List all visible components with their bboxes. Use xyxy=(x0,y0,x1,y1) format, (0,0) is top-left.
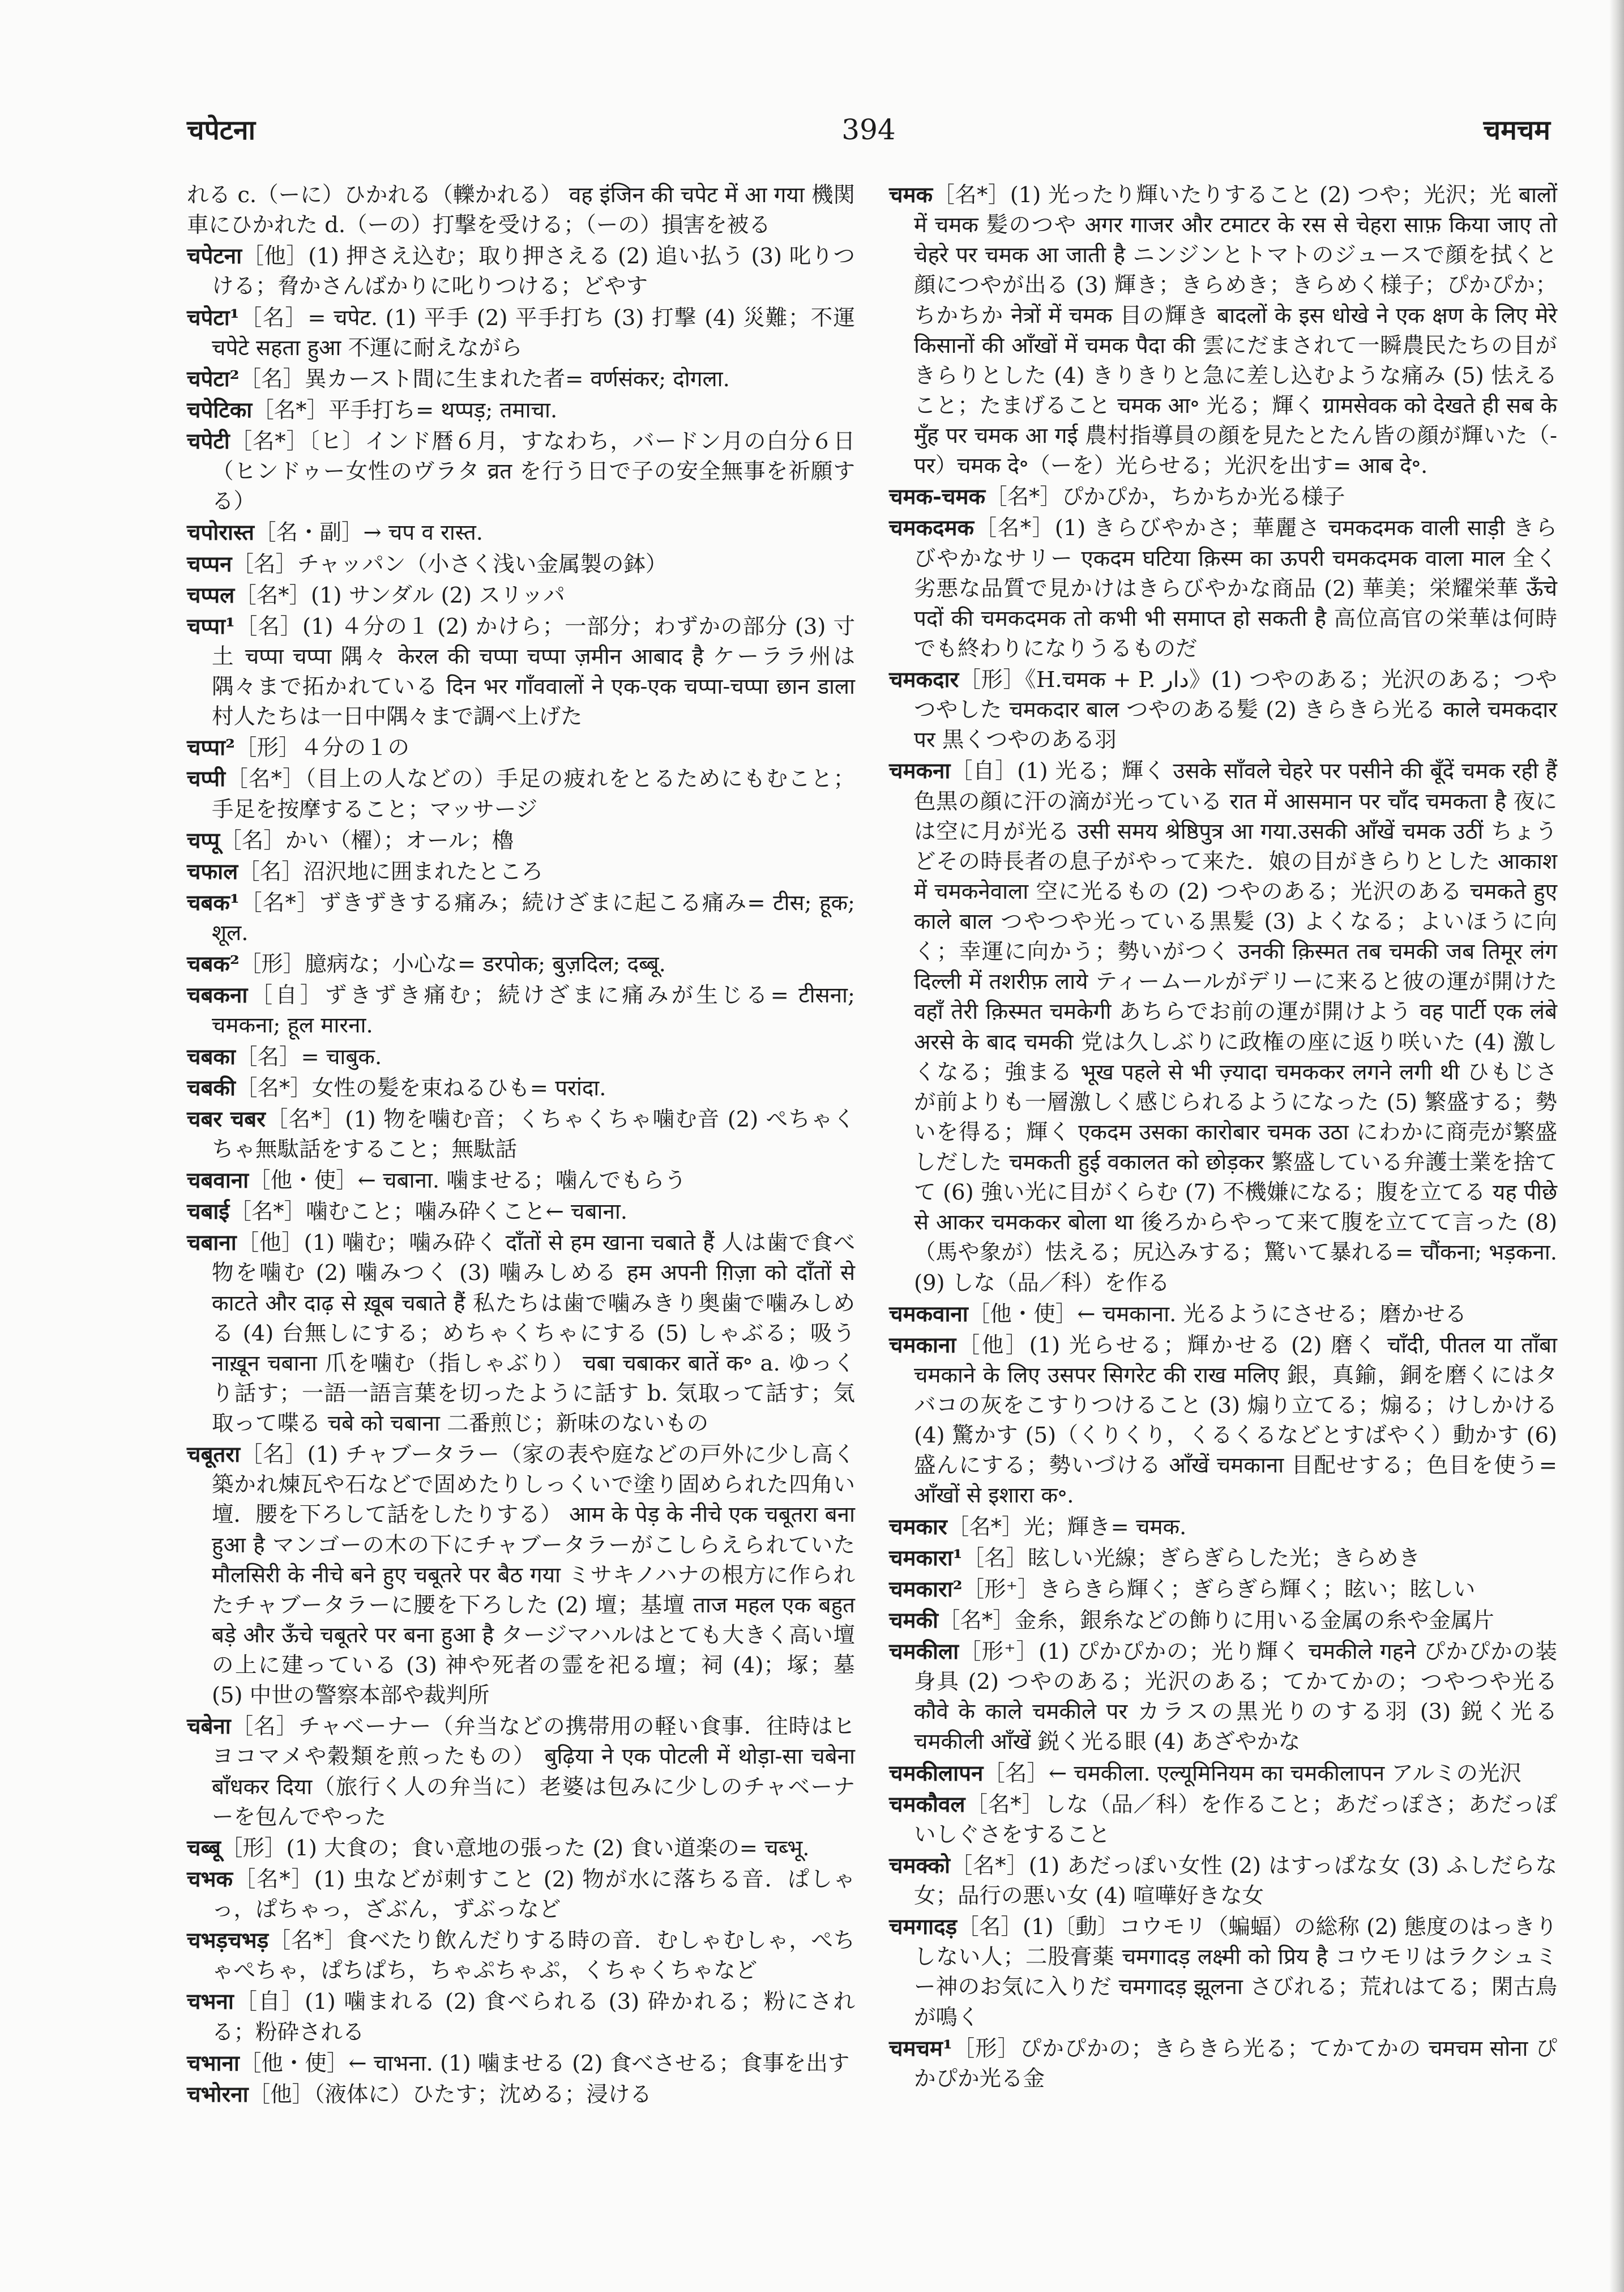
entry-definition: ［名*］ぴかぴか，ちかちか光る様子 xyxy=(985,484,1345,510)
entry-headword: चमचम¹ xyxy=(889,2035,952,2061)
running-head-left: चपेटना xyxy=(187,114,256,146)
entry-headword: चप्पी xyxy=(187,766,226,792)
entry-definition: れる c.（ーに）ひかれる（轢かれる） वह इंजिन की चपेट में आ गया 機関車にひかれた d.（ーの）打撃を受ける；（ーの）損害を被る xyxy=(187,182,855,238)
dictionary-entry xyxy=(187,241,855,301)
entry-definition: ［他・使］← चबाना. 噛ませる；噛んでもらう xyxy=(249,1168,686,1193)
entry-definition: ［他・使］← चाभना. (1) 噛ませる (2) 食べさせる；食事を出す xyxy=(239,2050,850,2076)
dictionary-entry xyxy=(187,612,855,732)
entry-headword: चमकदमक xyxy=(889,515,975,541)
entry-definition: ［名*］平手打ち= थप्पड़; तमाचा. xyxy=(252,397,558,423)
dictionary-entry xyxy=(187,1926,855,1986)
dictionary-entry xyxy=(187,364,855,394)
entry-headword: चभड़चभड़ xyxy=(187,1928,269,1954)
entry-headword: चपोरास्त xyxy=(187,520,254,546)
entry-definition: ［形］４分の１の xyxy=(235,735,410,761)
dictionary-entry xyxy=(889,1912,1557,2033)
entry-definition: ［名*］食べたり飲んだりする時の音．むしゃむしゃ，ぺちゃぺちゃ，ぱちぱち，ちゃぷちゃぷ，くちゃくちゃなど xyxy=(212,1928,855,1984)
page-header xyxy=(187,111,1550,162)
entry-definition: ［名*］女性の髪を束ねるひも= परांदा. xyxy=(235,1075,606,1101)
entry-definition: ［名］(1) ４分の１ (2) かけら；一部分；わずかの部分 (3) 寸土 चप्पा चप्पा 隅々 केरल की चप्पा चप्पा ज़मीन आबाद है ケーララ州は隅々まで拓かれている दिन भर गाँववालों ने एक-एक चप्पा-चप्पा छान डाला 村人たちは一日中隅々まで調べ上げた xyxy=(212,613,855,730)
entry-headword: चमगादड़ xyxy=(889,1914,958,1940)
dictionary-entry xyxy=(889,1637,1557,1757)
dictionary-entry xyxy=(187,764,855,824)
entry-definition: ［名*］(1) 光ったり輝いたりすること (2) つや；光沢；光 बालों में चमक 髪のつや अगर गाजर और टमाटर के रस से चेहरा साफ़ किया जाए तो चेहरे पर चमक आ जाती है ニンジンとトマトのジュースで顔を拭くと顔につやが出る (3) 輝き；きらめき；きらめく様子；ぴかぴか；ちかちか नेत्रों में चमक 目の輝き बादलों के इस धोखे ने एक क्षण के लिए मेरे किसानों की आँखों में चमक पैदा की 雲にだまされて一瞬農民たちの目がきらりとした (4) きりきりと急に差し込むような痛み (5) 怯えること；たまげること चमक आ॰ 光る；輝く ग्रामसेवक को देखते ही सब के मुँह पर चमक आ गई 農村指導員の顔を見たとたん皆の顔が輝いた（-पर）चमक दे॰（ーを）光らせる；光沢を出す= आब दे॰. xyxy=(914,182,1557,479)
entry-headword: चभना xyxy=(187,1989,234,2015)
entry-headword: चमकी xyxy=(889,1607,939,1633)
entry-definition: ［形］《H.चमक + P. دار》(1) つやのある；光沢のある；つやつやした चमकदार बाल つやのある髪 (2) きらきら光る काले चमकदार पर 黒くつやのある羽 xyxy=(914,667,1557,753)
entry-headword: चभाना xyxy=(187,2050,240,2076)
entry-definition: ［形］臆病な；小心な= डरपोक; बुज़दिल; दब्बू. xyxy=(239,951,666,978)
dictionary-entry xyxy=(889,665,1557,755)
left-column xyxy=(187,180,855,2111)
entry-headword: चब्बू xyxy=(187,1835,221,1861)
entry-headword: चबक¹ xyxy=(187,890,240,916)
entry-headword: चमकवाना xyxy=(889,1301,968,1327)
entry-headword: चबाना xyxy=(187,1230,237,1256)
entry-headword: चमकाना xyxy=(889,1332,956,1358)
dictionary-entry xyxy=(889,1851,1557,1911)
dictionary-entry xyxy=(187,1440,855,1710)
entry-definition: ［名*］(1) 物を噛む音；くちゃくちゃ噛む音 (2) ぺちゃくちゃ無駄話をすること；無駄話 xyxy=(212,1106,855,1162)
entry-definition: ［名］異カースト間に生まれた者= वर्णसंकर; दोगला. xyxy=(239,366,730,392)
entry-definition: ［名・副］→ चप व रास्त. xyxy=(254,520,484,546)
entry-headword: चपेटा² xyxy=(187,366,240,392)
dictionary-entry xyxy=(187,2080,855,2110)
dictionary-entry xyxy=(187,733,855,763)
entry-definition: ［名］かい（櫂）；オール；櫓 xyxy=(220,827,514,853)
entry-headword: चमकीला xyxy=(889,1639,959,1664)
entry-headword: चमक्को xyxy=(889,1853,950,1879)
entry-definition: ［名*］（目上の人などの）手足の疲れをとるためにもむこと；手足を按摩すること；マッサージ xyxy=(212,766,855,822)
entry-headword: चमकदार xyxy=(889,667,959,693)
dictionary-entry xyxy=(187,1864,855,1924)
entry-headword: चफाल xyxy=(187,859,238,885)
entry-definition: ［名］= चपेट. (1) 平手 (2) 平手打ち (3) 打撃 (4) 災難；不運 चपेटे सहता हुआ 不運に耐えながら xyxy=(212,305,855,361)
entry-headword: चमकारा² xyxy=(889,1576,963,1602)
entry-definition: ［名］チャベーナー（弁当などの携帯用の軽い食事．往時はヒヨコマメや穀類を煎ったもの） बुढ़िया ने एक पोटली में थोड़ा-सा चबेना बाँधकर दिया（旅行く人の弁当に）老婆は包みに少しのチャベーナーを包んでやった xyxy=(212,1714,855,1830)
dictionary-entry xyxy=(187,426,855,517)
dictionary-entry xyxy=(889,1330,1557,1511)
entry-definition: ［名*］ずきずきする痛み；続けざまに起こる痛み= टीस; हूक; शूल. xyxy=(212,890,855,946)
entry-definition: ［自］(1) 光る；輝く उसके साँवले चेहरे पर पसीने की बूँदें चमक रही हैं 色黒の顔に汗の滴が光っている रात में आसमान पर चाँद चमकता है 夜には空に月が光る उसी समय श्रेष्ठिपुत्र आ गया.उसकी आँखें चमक उठीं ちょうどその時長者の息子がやって来た．娘の目がきらりとした आकाश में चमकनेवाला 空に光るもの (2) つやのある；光沢のある चमकते हुए काले बाल つやつや光っている黒髪 (3) よくなる；よいほうに向く；幸運に向かう；勢いがつく उनकी क़िस्मत तब चमकी जब तिमूर लंग दिल्ली में तशरीफ़ लाये ティームールがデリーに来ると彼の運が開けた वहाँ तेरी क़िस्मत चमकेगी あちらでお前の運が開けよう वह पार्टी एक लंबे अरसे के बाद चमकी 党は久しぶりに政権の座に返り咲いた (4) 激しくなる；強まる भूख पहले से भी ज़्यादा चमककर लगने लगी थी ひもじさが前よりも一層激しく感じられるようになった (5) 繁盛する；勢いを得る；輝く एकदम उसका कारोबार चमक उठा にわかに商売が繁盛しだした चमकती हुई वकालत को छोड़कर 繁盛している弁護士業を捨てて (6) 強い光に目がくらむ (7) 不機嫌になる；腹を立てる यह पीछे से आकर चमककर बोला था 後ろからやって来て腹を立てて言った (8)（馬や象が）怯える；尻込みする；驚いて暴れる= चौंकना; भड़कना. (9) しな（品／科）を作る xyxy=(914,758,1557,1296)
dictionary-entry xyxy=(187,1166,855,1196)
entry-headword: चपेटना xyxy=(187,244,242,270)
entry-headword: चमक-चमक xyxy=(889,484,986,510)
dictionary-entry xyxy=(187,826,855,856)
entry-headword: चपेटा¹ xyxy=(187,305,240,331)
dictionary-entry xyxy=(187,581,855,611)
entry-headword: चमकना xyxy=(889,758,951,784)
entry-headword: चमकारा¹ xyxy=(889,1545,963,1571)
entry-definition: ［自］ずきずき痛む；続けざまに痛みが生じる= टीसना; चमकना; हूल मारना. xyxy=(212,983,855,1039)
entry-headword: चप्पन xyxy=(187,551,232,577)
entry-definition: ［名*］噛むこと；噛み砕くこと← चबाना. xyxy=(229,1199,628,1225)
entry-definition: ［名］← चमकीला. एल्यूमिनियम का चमकीलापन アルミの光沢 xyxy=(983,1760,1522,1786)
dictionary-entry xyxy=(889,1759,1557,1789)
dictionary-entry xyxy=(187,1711,855,1832)
entry-definition: ［形⁺］きらきら輝く；ぎらぎら輝く；眩い；眩しい xyxy=(962,1576,1476,1602)
entry-headword: चबकना xyxy=(187,983,248,1009)
entry-definition: ［名*］金糸，銀糸などの飾りに用いる金属の糸や金属片 xyxy=(938,1607,1494,1633)
entry-definition: ［名］沼沢地に囲まれたところ xyxy=(238,859,544,885)
dictionary-entry xyxy=(889,482,1557,512)
entry-headword: चमकौवल xyxy=(889,1791,965,1817)
entry-headword: चबर चबर xyxy=(187,1106,266,1132)
dictionary-entry xyxy=(187,518,855,548)
dictionary-entry xyxy=(889,1299,1557,1329)
dictionary-entry xyxy=(187,888,855,948)
dictionary-entry xyxy=(889,1790,1557,1850)
entry-headword: चबका xyxy=(187,1044,236,1070)
entry-definition: ［名］= चाबुक. xyxy=(235,1044,382,1070)
entry-definition: ［名］(1) チャブータラー（家の表や庭などの戸外に少し高く築かれ煉瓦や石などで固めたりしっくいで塗り固められた四角い壇．腰を下ろして話をしたりする） आम के पेड़ के नीचे एक चबूतरा बना हुआ है マンゴーの木の下にチャブータラーがこしらえられていた मौलसिरी के नीचे बने हुए चबूतरे पर बैठ गया ミサキノハナの根方に作られたチャブータラーに腰を下ろした (2) 壇；基壇 ताज महल एक बहुत बड़े और ऊँचे चबूतरे पर बना हुआ है タージマハルはとても大きく高い壇の上に建っている (3) 神や死者の霊を祀る壇；祠 (4)；塚；墓 (5) 中世の警察本部や裁判所 xyxy=(212,1442,855,1709)
dictionary-entry xyxy=(187,549,855,579)
dictionary-entry xyxy=(187,1833,855,1863)
entry-definition: ［名*］光；輝き= चमक. xyxy=(947,1514,1187,1540)
entry-definition: ［他］(1) 噛む；噛み砕く दाँतों से हम खाना चबाते हैं 人は歯で食べ物を噛む (2) 噛みつく (3) 噛みしめる हम अपनी ग़िज़ा को दाँतों से काटते और दाढ़ से ख़ूब चबाते हैं 私たちは歯で噛みきり奥歯で噛みしめる (4) 台無しにする；めちゃくちゃにする (5) しゃぶる；吸う नाख़ून चबाना 爪を噛む（指しゃぶり） चबा चबाकर बातें क॰ a. ゆっくり話す；一語一語言葉を切ったように話す b. 気取って話す；気取って喋る चबे को चबाना 二番煎じ；新味のないもの xyxy=(212,1230,855,1436)
dictionary-entry xyxy=(187,303,855,363)
entry-definition: ［他］（液体に）ひたす；沈める；浸ける xyxy=(248,2081,652,2107)
entry-headword: चमकीलापन xyxy=(889,1760,984,1786)
entry-headword: चपेटिका xyxy=(187,397,253,423)
entry-headword: चभक xyxy=(187,1866,233,1892)
entry-headword: चप्पल xyxy=(187,582,235,608)
right-column xyxy=(889,180,1557,2095)
entry-headword: चप्पा² xyxy=(187,735,236,761)
dictionary-entry xyxy=(187,180,855,240)
dictionary-entry xyxy=(889,756,1557,1297)
dictionary-entry xyxy=(187,1197,855,1227)
page-number: 394 xyxy=(841,113,896,146)
running-head-right: चमचम xyxy=(1483,114,1550,146)
entry-definition: ［名］眩しい光線；ぎらぎらした光；きらめき xyxy=(962,1545,1421,1571)
entry-definition: ［他］(1) 光らせる；輝かせる (2) 磨く चाँदी, पीतल या ताँबा चमकाने के लिए उसपर सिगरेट की राख मलिए 銀，真鍮，銅を磨くにはタバコの灰をこすりつけること (3) 煽り立てる；煽る；けしかける (4) 驚かす (5)（くりくり，くるくるなどとすばやく）動かす (6) 盛んにする；勢いづける आँखें चमकाना 目配せする；色目を使う= आँखों से इशारा क॰. xyxy=(914,1332,1557,1509)
dictionary-entry xyxy=(187,949,855,979)
dictionary-entry xyxy=(889,1574,1557,1604)
entry-definition: ［名*］(1) 虫などが刺すこと (2) 物が水に落ちる音．ぱしゃっ，ぱちゃっ，ざぶん，ずぶっなど xyxy=(212,1866,855,1922)
entry-definition: ［形⁺］(1) ぴかぴかの；光り輝く चमकीले गहने ぴかぴかの装身具 (2) つやのある；光沢のある；てかてかの；つやつや光る कौवे के काले चमकीले पर カラスの黒光りのする羽 (3) 鋭く光る चमकीली आँखें 鋭く光る眼 (4) あざやかな xyxy=(914,1639,1557,1755)
page-edge-shadow xyxy=(1609,0,1624,2292)
entry-headword: चबेना xyxy=(187,1714,231,1740)
entry-headword: चपेटी xyxy=(187,429,230,454)
dictionary-entry xyxy=(187,857,855,887)
entry-headword: चप्पू xyxy=(187,827,220,853)
entry-headword: चबाई xyxy=(187,1199,230,1225)
entry-headword: चबक² xyxy=(187,951,240,978)
dictionary-entry xyxy=(889,1543,1557,1573)
dictionary-entry xyxy=(187,2048,855,2078)
entry-headword: चबवाना xyxy=(187,1168,249,1193)
entry-definition: ［他・使］← चमकाना. 光るようにさせる；磨かせる xyxy=(968,1301,1467,1327)
entry-definition: ［名*］(1) あだっぽい女性 (2) はすっぱな女 (3) ふしだらな女；品行の悪い女 (4) 喧嘩好きな女 xyxy=(914,1853,1557,1909)
entry-headword: चबकी xyxy=(187,1075,236,1101)
dictionary-entry xyxy=(187,1042,855,1072)
entry-definition: ［名］(1)〔動〕コウモリ（蝙蝠）の総称 (2) 態度のはっきりしない人；二股膏薬 चमगादड़ लक्ष्मी को प्रिय है コウモリはラクシュミー神のお気に入りだ चमगादड़ झूलना さびれる；荒れはてる；閑古鳥が鳴く xyxy=(914,1914,1557,2030)
dictionary-entry xyxy=(187,1987,855,2047)
entry-definition: ［名*］(1) サンダル (2) スリッパ xyxy=(234,582,565,608)
entry-definition: ［名*］しな（品／科）を作ること；あだっぽさ；あだっぽいしぐさをすること xyxy=(914,1791,1557,1847)
entry-headword: चमक xyxy=(889,182,933,208)
dictionary-entry xyxy=(187,1228,855,1439)
dictionary-entry xyxy=(889,180,1557,481)
entry-definition: ［他］(1) 押さえ込む；取り押さえる (2) 追い払う (3) 叱りつける；脅かさんばかりに叱りつける；どやす xyxy=(212,244,855,300)
dictionary-entry xyxy=(889,1512,1557,1542)
entry-definition: ［名*］〔ヒ〕インド暦６月，すなわち，バードン月の白分６日（ヒンドゥー女性のヴラタ व्रत を行う日で子の安全無事を祈願する） xyxy=(212,429,855,515)
dictionary-entry xyxy=(187,1104,855,1164)
entry-headword: चबूतरा xyxy=(187,1442,241,1468)
dictionary-entry xyxy=(187,980,855,1040)
entry-headword: चभोरना xyxy=(187,2081,249,2107)
dictionary-entry xyxy=(187,395,855,425)
dictionary-entry xyxy=(187,1073,855,1103)
entry-definition: ［名*］(1) きらびやかさ；華麗さ चमकदमक वाली साड़ी きらびやかなサリー एकदम घटिया क़िस्म का ऊपरी चमकदमक वाला माल 全く劣悪な品質で見かけはきらびやかな商品 (2) 華美；栄耀栄華 ऊँचे पदों की चमकदमक तो कभी भी समाप्त हो सकती है 高位高官の栄華は何時でも終わりになりうるものだ xyxy=(914,515,1557,661)
entry-definition: ［形］ぴかぴかの；きらきら光る；てかてかの चमचम सोना ぴかぴか光る金 xyxy=(914,2035,1557,2092)
dictionary-entry xyxy=(889,513,1557,664)
entry-definition: ［形］(1) 大食の；食い意地の張った (2) 食い道楽の= चब्भू. xyxy=(220,1835,810,1861)
dictionary-entry xyxy=(889,2034,1557,2094)
dictionary-entry xyxy=(889,1606,1557,1636)
entry-headword: चप्पा¹ xyxy=(187,613,236,639)
entry-definition: ［名］チャッパン（小さく浅い金属製の鉢） xyxy=(232,551,668,577)
entry-definition: ［自］(1) 噛まれる (2) 食べられる (3) 砕かれる；粉にされる；粉砕される xyxy=(212,1989,855,2045)
entry-headword: चमकार xyxy=(889,1514,947,1540)
